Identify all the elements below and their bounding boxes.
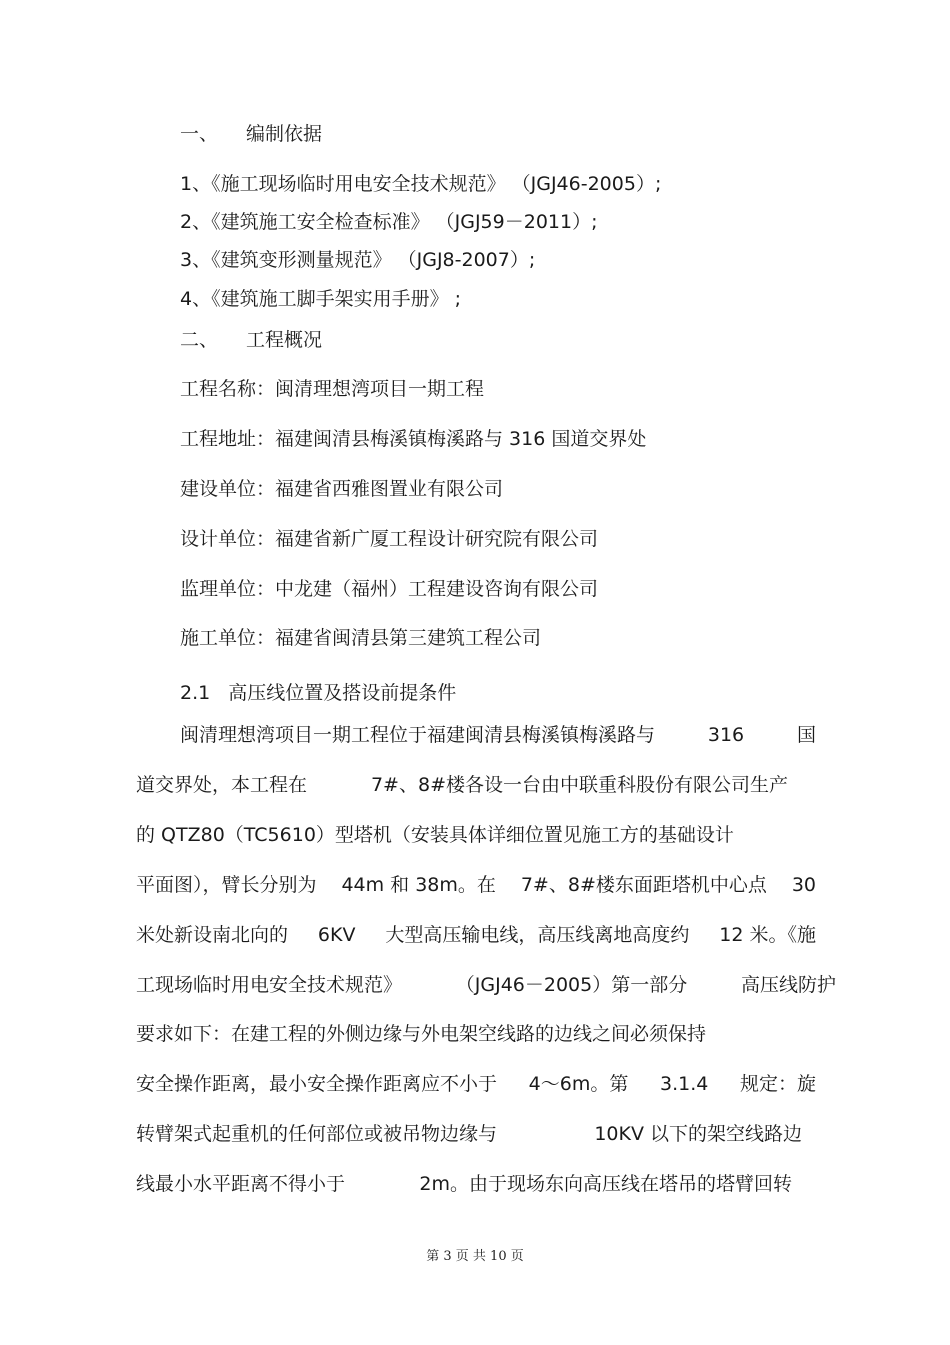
paragraph-line: [136, 1072, 816, 1096]
project-info-supervisor: 监理单位：中龙建（福州）工程建设咨询有限公司: [180, 578, 599, 600]
paragraph-text: 30: [791, 874, 816, 896]
paragraph-line: [136, 973, 836, 997]
project-info-name: 工程名称：闽清理想湾项目一期工程: [180, 378, 485, 400]
subsection-number: 2.1: [180, 682, 211, 704]
paragraph-text: 7#、8#楼各设一台由中联重科股份有限公司生产: [370, 774, 788, 796]
section1-heading: [180, 122, 322, 146]
paragraph-line: [136, 773, 788, 797]
paragraph-text: 12 米。《施: [719, 924, 816, 946]
paragraph-text: 7#、8#楼东面距塔机中心点: [520, 874, 767, 896]
paragraph-text: 2m。由于现场东向高压线在塔吊的塔臂回转: [419, 1173, 792, 1195]
paragraph-text: 大型高压输电线，高压线离地高度约: [385, 924, 690, 946]
paragraph-line: [136, 1122, 802, 1146]
paragraph-text: 道交界处，本工程在: [136, 774, 308, 796]
paragraph-text: 高压线防护: [740, 974, 836, 996]
reference-item: 1、《施工现场临时用电安全技术规范》 （JGJ46-2005）;: [180, 173, 662, 195]
paragraph-text: 线最小水平距离不得小于: [136, 1173, 346, 1195]
project-info-designer: 设计单位：福建省新广厦工程设计研究院有限公司: [180, 528, 599, 550]
paragraph-text: 工现场临时用电安全技术规范》: [136, 974, 403, 996]
paragraph-text: 规定：旋: [739, 1073, 816, 1095]
project-info-contractor: 施工单位：福建省闽清县第三建筑工程公司: [180, 627, 542, 649]
subsection-heading: [180, 681, 456, 705]
paragraph-line: [136, 873, 816, 897]
paragraph-text: 44m 和 38m。在: [341, 874, 496, 896]
paragraph-text: 平面图），臂长分别为: [136, 874, 317, 896]
paragraph-line: [136, 823, 734, 847]
paragraph-line: [136, 1172, 792, 1196]
subsection-title: 高压线位置及搭设前提条件: [228, 682, 457, 704]
reference-item: 4、《建筑施工脚手架实用手册》 ;: [180, 288, 462, 310]
paragraph-text: 转臂架式起重机的任何部位或被吊物边缘与: [136, 1123, 498, 1145]
reference-item: 2、《建筑施工安全检查标准》 （JGJ59－2011）;: [180, 211, 598, 233]
page-footer: 第 3 页 共 10 页: [426, 1249, 524, 1264]
paragraph-text: 的 QTZ80（TC5610）型塔机（安装具体详细位置见施工方的基础设计: [136, 824, 734, 846]
section2-heading: [180, 328, 322, 352]
paragraph-text: 6KV: [317, 924, 356, 946]
paragraph-text: 国: [796, 724, 816, 746]
section2-number: 二、: [180, 329, 219, 351]
paragraph-text: 10KV 以下的架空线路边: [594, 1123, 802, 1145]
paragraph-line: [180, 723, 816, 747]
paragraph-text: 316: [707, 724, 745, 746]
project-info-owner: 建设单位：福建省西雅图置业有限公司: [180, 478, 504, 500]
section2-title: 工程概况: [246, 329, 323, 351]
project-info-address: 工程地址：福建闽清县梅溪镇梅溪路与 316 国道交界处: [180, 428, 647, 450]
paragraph-text: 闽清理想湾项目一期工程位于福建闽清县梅溪镇梅溪路与: [180, 724, 656, 746]
paragraph-text: 安全操作距离，最小安全操作距离应不小于: [136, 1073, 498, 1095]
paragraph-line: [136, 923, 816, 947]
paragraph-text: 3.1.4: [659, 1073, 709, 1095]
paragraph-text: 要求如下：在建工程的外侧边缘与外电架空线路的边线之间必须保持: [136, 1023, 707, 1045]
section1-number: 一、: [180, 123, 219, 145]
paragraph-text: 米处新设南北向的: [136, 924, 289, 946]
section1-title: 编制依据: [246, 123, 323, 145]
paragraph-text: （JGJ46－2005）第一部分: [455, 974, 688, 996]
paragraph-line: [136, 1022, 706, 1046]
reference-item: 3、《建筑变形测量规范》 （JGJ8-2007）;: [180, 249, 536, 271]
paragraph-text: 4～6m。第: [528, 1073, 629, 1095]
